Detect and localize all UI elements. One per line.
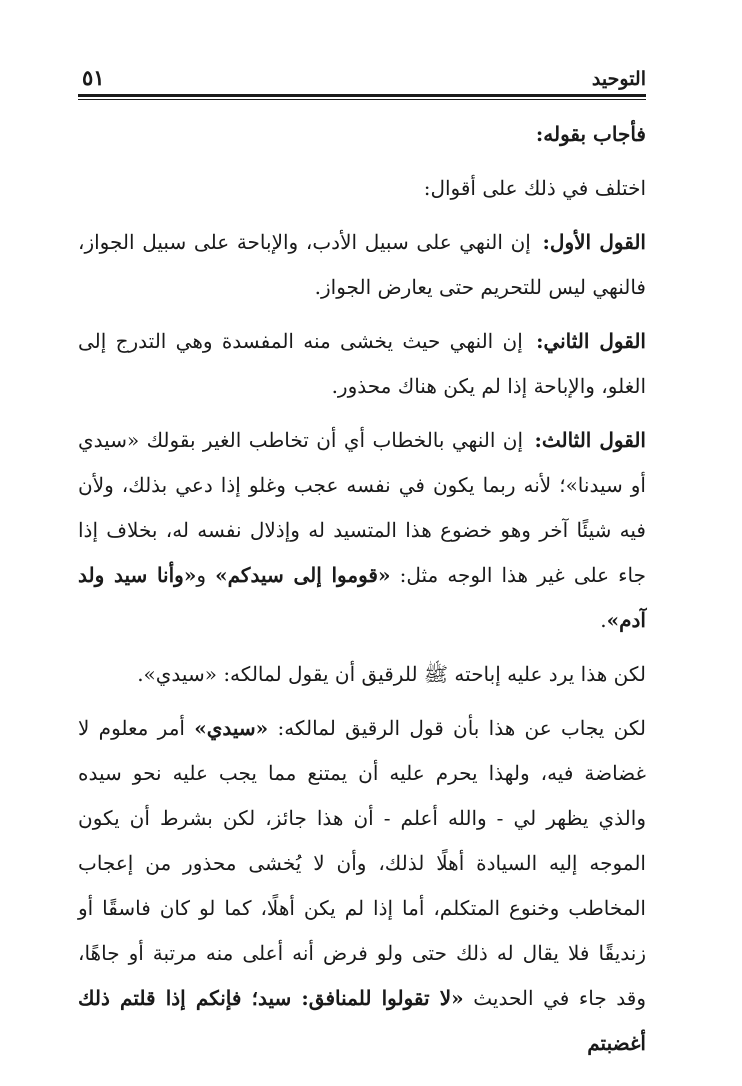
page-number: ٥١ bbox=[82, 65, 105, 90]
response-tail: أمر معلوم لا غضاضة فيه، ولهذا يحرم عليه أن يمتنع مما يجب عليه نحو سيده والذي يظهر لي - والله أعلم - أن هذا جائز، لكن بشرط أن يكون الموجه إليه السيادة أهلًا لذلك، وأن لا يُخشى محذور من إعجاب المخاطب وخنوع المتكلم، أما إذا لم يكن أهلًا، كما لو كان فاسقًا أو زنديقًا فلا يقال له ذلك حتى ولو فرض أنه أعلى منه مرتبة أو جاهًا، وقد جاء في الحديث bbox=[78, 716, 646, 1010]
third-opinion-tail: . bbox=[600, 608, 607, 632]
first-opinion bbox=[78, 220, 646, 310]
objection-text: لكن هذا يرد عليه إباحته ﷺ للرقيق أن يقول لمالكه: «سيدي». bbox=[137, 662, 646, 686]
hadith-quote-2: «وأنا سيد ولد آدم» bbox=[78, 563, 646, 632]
third-opinion bbox=[78, 418, 646, 643]
answer-intro bbox=[78, 112, 646, 157]
response-text: لكن يجاب عن هذا بأن قول الرقيق لمالكه: bbox=[277, 716, 646, 740]
hadith-quote-3: «لا تقولوا للمنافق: سيد؛ فإنكم إذا قلتم ذلك أغضبتم bbox=[78, 986, 646, 1055]
document-page bbox=[78, 52, 646, 1075]
first-opinion-text: إن النهي على سبيل الأدب، والإباحة على سبيل الجواز، فالنهي ليس للتحريم حتى يعارض الجواز. bbox=[78, 230, 646, 299]
objection-paragraph bbox=[78, 652, 646, 697]
second-opinion-lead: القول الثاني: bbox=[536, 329, 646, 353]
third-opinion-text: إن النهي بالخطاب أي أن تخاطب الغير بقولك «سيدي أو سيدنا»؛ لأنه ربما يكون في نفسه عجب وغلو إذا دعي بذلك، ولأن فيه شيئًا آخر وهو خضوع هذا المتسيد له وإذلال نفسه له، بخلاف إذا جاء على غير هذا الوجه مثل: bbox=[78, 428, 647, 587]
book-title: التوحيد bbox=[591, 68, 646, 90]
header-rule-thin bbox=[78, 99, 646, 100]
header-rule-thick bbox=[78, 94, 646, 97]
third-opinion-lead: القول الثالث: bbox=[534, 428, 646, 452]
answer-lead: فأجاب بقوله: bbox=[535, 122, 646, 146]
response-paragraph bbox=[78, 706, 646, 1066]
sayyidi-quote: «سيدي» bbox=[194, 716, 269, 740]
opinions-intro-text: اختلف في ذلك على أقوال: bbox=[423, 176, 646, 200]
quote-joiner: و bbox=[196, 563, 216, 587]
running-header bbox=[78, 52, 646, 90]
hadith-quote-1: «قوموا إلى سيدكم» bbox=[215, 563, 391, 587]
first-opinion-lead: القول الأول: bbox=[542, 230, 646, 254]
second-opinion bbox=[78, 319, 646, 409]
body-text bbox=[78, 112, 646, 1066]
second-opinion-text: إن النهي حيث يخشى منه المفسدة وهي التدرج إلى الغلو، والإباحة إذا لم يكن هناك محذور. bbox=[78, 329, 646, 398]
opinions-intro bbox=[78, 166, 646, 211]
